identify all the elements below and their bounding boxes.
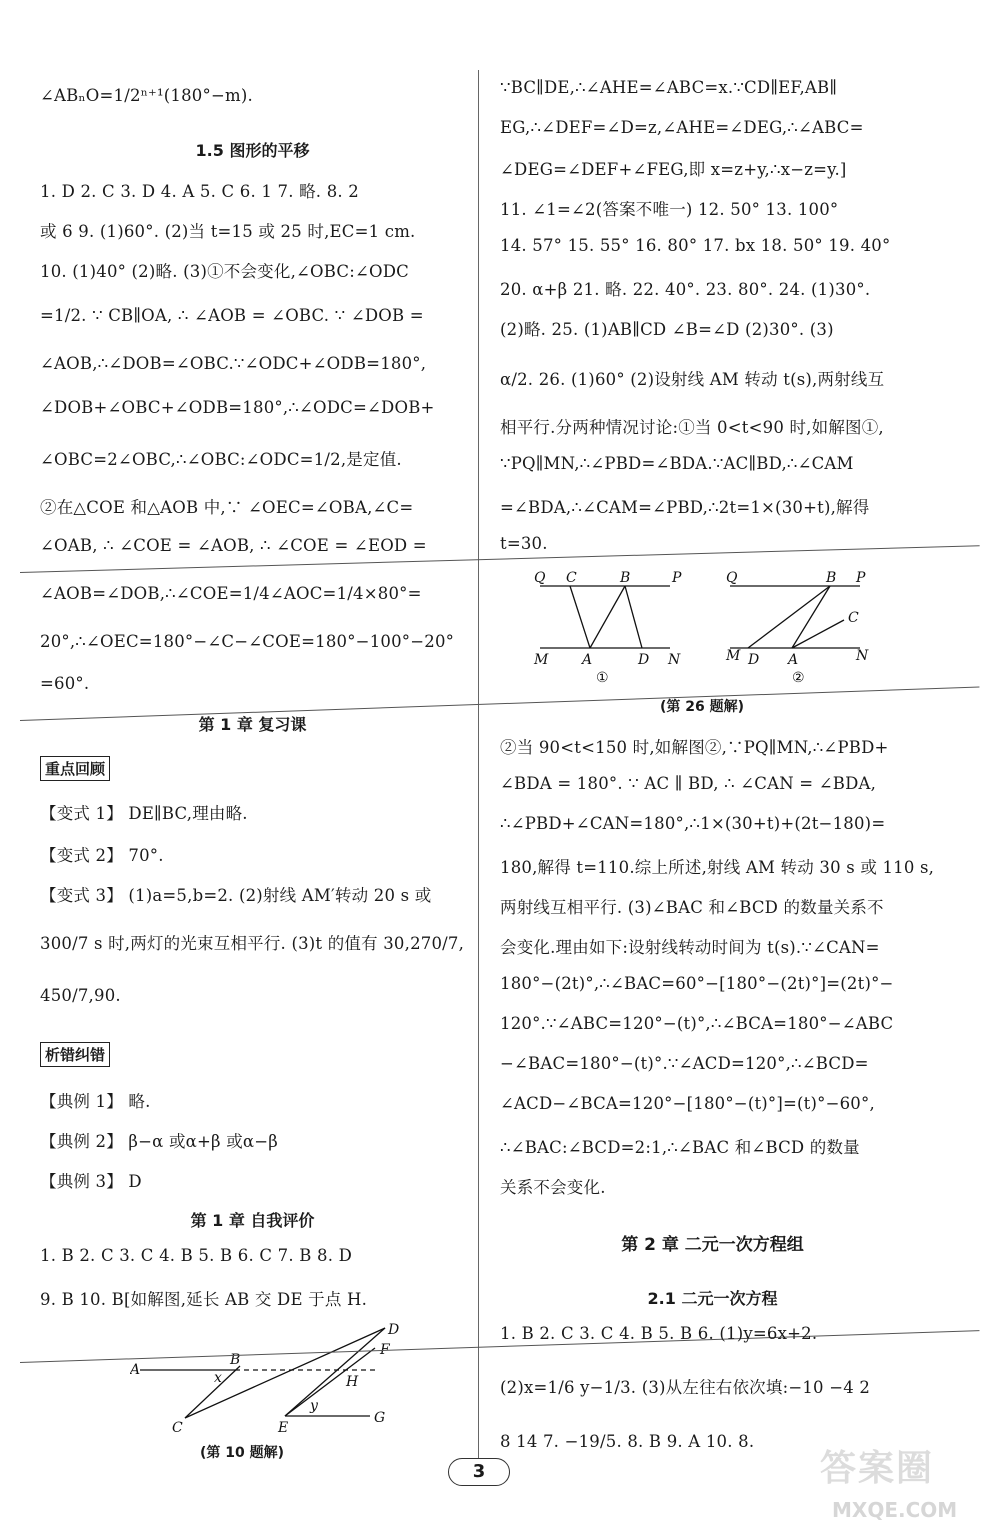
label-p: P	[856, 570, 866, 586]
text-line: 会变化.理由如下:设射线转动时间为 t(s).∵∠CAN=	[500, 938, 880, 957]
text-line: ∠DEG=∠DEF+∠FEG,即 x=z+y,∴x−z=y.]	[500, 160, 847, 179]
text-line: ∠ABₙO=1/2ⁿ⁺¹(180°−m).	[40, 86, 253, 105]
label-x: x	[214, 1370, 222, 1386]
line-bd	[625, 586, 642, 648]
label-n: N	[856, 648, 869, 664]
column-divider	[478, 70, 479, 1470]
text-line: t=30.	[500, 534, 548, 553]
text-line: =1/2. ∵ CB∥OA, ∴ ∠AOB = ∠OBC. ∵ ∠DOB =	[40, 306, 424, 325]
label-e: E	[278, 1420, 289, 1436]
text-line: ∠DOB+∠OBC+∠ODB=180°,∴∠ODC=∠DOB+	[40, 398, 435, 417]
box-label-key-review: 重点回顾	[40, 756, 110, 781]
label-p: P	[672, 570, 682, 586]
label-circle-2: ②	[792, 670, 805, 686]
text-line: =60°.	[40, 674, 90, 693]
section-title-1-5: 1.5 图形的平移	[195, 141, 310, 160]
text-line: ∴∠PBD+∠CAN=180°,∴1×(30+t)+(2t−180)=	[500, 814, 886, 833]
text-line: 两射线互相平行. (3)∠BAC 和∠BCD 的数量关系不	[500, 898, 884, 917]
text-line: 300/7 s 时,两灯的光束互相平行. (3)t 的值有 30,270/7,	[40, 934, 465, 953]
scan-fold-line	[20, 686, 979, 721]
line-ab	[590, 586, 625, 648]
line-ab	[792, 586, 830, 648]
label-d: D	[748, 652, 760, 668]
text-line: ∠OBC=2∠OBC,∴∠OBC:∠ODC=1/2,是定值.	[40, 450, 402, 469]
section-title-review: 第 1 章 复习课	[198, 715, 307, 734]
text-line: ∠AOB,∴∠DOB=∠OBC.∵∠ODC+∠ODB=180°,	[40, 354, 427, 373]
label-a: A	[130, 1362, 141, 1378]
text-line: 【典例 3】 D	[40, 1172, 142, 1191]
label-m: M	[726, 648, 741, 664]
text-line: 1. D 2. C 3. D 4. A 5. C 6. 1 7. 略. 8. 2	[40, 182, 359, 201]
label-y: y	[310, 1398, 318, 1414]
text-line: α/2. 26. (1)60° (2)设射线 AM 转动 t(s),两射线互	[500, 370, 885, 389]
text-line: 【变式 2】 70°.	[40, 846, 164, 865]
text-line: =∠BDA,∴∠CAM=∠PBD,∴2t=1×(30+t),解得	[500, 498, 870, 517]
text-line: (2)x=1/6 y−1/3. (3)从左往右依次填:−10 −4 2	[500, 1378, 871, 1397]
label-b: B	[826, 570, 837, 586]
label-b: B	[620, 570, 631, 586]
section-title-chapter-2: 第 2 章 二元一次方程组	[621, 1235, 804, 1255]
text-line: 1. B 2. C 3. C 4. B 5. B 6. C 7. B 8. D	[40, 1246, 353, 1265]
figure-26-diagram	[530, 566, 910, 688]
text-line: 14. 57° 15. 55° 16. 80° 17. bx 18. 50° 19. 40°	[500, 236, 891, 255]
text-line: ∵BC∥DE,∴∠AHE=∠ABC=x.∵CD∥EF,AB∥	[500, 78, 838, 97]
line-db	[748, 586, 830, 648]
text-line: 180°−(2t)°,∴∠BAC=60°−[180°−(2t)°]=(2t)°−	[500, 974, 894, 993]
page-number: 3	[448, 1458, 510, 1486]
text-line: 【典例 2】 β−α 或α+β 或α−β	[40, 1132, 278, 1151]
label-q: Q	[534, 570, 546, 586]
text-line: 20. α+β 21. 略. 22. 40°. 23. 80°. 24. (1)30°.	[500, 280, 871, 299]
label-c: C	[172, 1420, 183, 1436]
line-cb	[185, 1366, 240, 1418]
watermark-url: MXQE.COM	[832, 1498, 958, 1522]
text-line: ∠ACD−∠BCA=120°−[180°−(t)°]=(t)°−60°,	[500, 1094, 875, 1113]
text-line: ∠OAB, ∴ ∠COE = ∠AOB, ∴ ∠COE = ∠EOD =	[40, 536, 427, 555]
label-a: A	[582, 652, 593, 668]
label-b: B	[230, 1352, 241, 1368]
text-line: ∠AOB=∠DOB,∴∠COE=1/4∠AOC=1/4×80°=	[40, 584, 422, 603]
section-title-2-1: 2.1 二元一次方程	[647, 1289, 778, 1308]
label-c: C	[848, 610, 859, 626]
text-line: 450/7,90.	[40, 986, 121, 1005]
text-line: ②当 90<t<150 时,如解图②,∵PQ∥MN,∴∠PBD+	[500, 738, 889, 757]
text-line: 【变式 3】 (1)a=5,b=2. (2)射线 AM′转动 20 s 或	[40, 886, 432, 905]
figure-10-caption: (第 10 题解)	[200, 1445, 285, 1461]
label-a: A	[788, 652, 799, 668]
text-line: 10. (1)40° (2)略. (3)①不会变化,∠OBC:∠ODC	[40, 262, 410, 281]
watermark-logo: 答案圈	[820, 1448, 935, 1489]
text-line: ∠BDA = 180°. ∵ AC ∥ BD, ∴ ∠CAN = ∠BDA,	[500, 774, 877, 793]
text-line: 8 14 7. −19/5. 8. B 9. A 10. 8.	[500, 1432, 755, 1451]
figure-26-part-1	[533, 570, 682, 686]
line-ca	[570, 586, 590, 648]
text-line: (2)略. 25. (1)AB∥CD ∠B=∠D (2)30°. (3)	[500, 320, 834, 339]
box-label-error-analysis: 析错纠错	[40, 1042, 110, 1067]
text-line: −∠BAC=180°−(t)°.∵∠ACD=120°,∴∠BCD=	[500, 1054, 869, 1073]
label-g: G	[374, 1410, 386, 1426]
text-line: 相平行.分两种情况讨论:①当 0<t<90 时,如解图①,	[500, 418, 884, 437]
figure-26-caption: (第 26 题解)	[660, 699, 745, 715]
label-d: D	[388, 1322, 400, 1338]
text-line: EG,∴∠DEF=∠D=z,∠AHE=∠DEG,∴∠ABC=	[500, 118, 864, 137]
text-line: 1. B 2. C 3. C 4. B 5. B 6. (1)y=6x+2.	[500, 1324, 818, 1343]
line-ac	[792, 620, 844, 648]
text-line: 20°,∴∠OEC=180°−∠C−∠COE=180°−100°−20°	[40, 632, 455, 651]
label-d: D	[638, 652, 650, 668]
text-line: ②在△COE 和△AOB 中,∵ ∠OEC=∠OBA,∠C=	[40, 498, 414, 517]
figure-26-part-2	[725, 570, 869, 686]
section-title-self-eval: 第 1 章 自我评价	[190, 1211, 315, 1230]
line-ef	[285, 1348, 375, 1416]
label-h: H	[346, 1374, 359, 1390]
text-line: ∵PQ∥MN,∴∠PBD=∠BDA.∵AC∥BD,∴∠CAM	[500, 454, 854, 473]
text-line: 关系不会变化.	[500, 1178, 606, 1197]
label-c: C	[566, 570, 577, 586]
text-line: 9. B 10. B[如解图,延长 AB 交 DE 于点 H.	[40, 1290, 368, 1309]
text-line: 180,解得 t=110.综上所述,射线 AM 转动 30 s 或 110 s,	[500, 858, 935, 877]
label-q: Q	[726, 570, 738, 586]
label-circle-1: ①	[596, 670, 609, 686]
text-line: 【典例 1】 略.	[40, 1092, 151, 1111]
label-m: M	[534, 652, 549, 668]
text-line: 或 6 9. (1)60°. (2)当 t=15 或 25 时,EC=1 cm.	[40, 222, 416, 241]
text-line: ∴∠BAC:∠BCD=2:1,∴∠BAC 和∠BCD 的数量	[500, 1138, 860, 1157]
text-line: 11. ∠1=∠2(答案不唯一) 12. 50° 13. 100°	[500, 200, 839, 219]
text-line: 120°.∵∠ABC=120°−(t)°,∴∠BCA=180°−∠ABC	[500, 1014, 894, 1033]
label-n: N	[668, 652, 681, 668]
figure-10-diagram	[130, 1318, 430, 1436]
line-ed	[285, 1328, 385, 1416]
text-line: 【变式 1】 DE∥BC,理由略.	[40, 804, 248, 823]
